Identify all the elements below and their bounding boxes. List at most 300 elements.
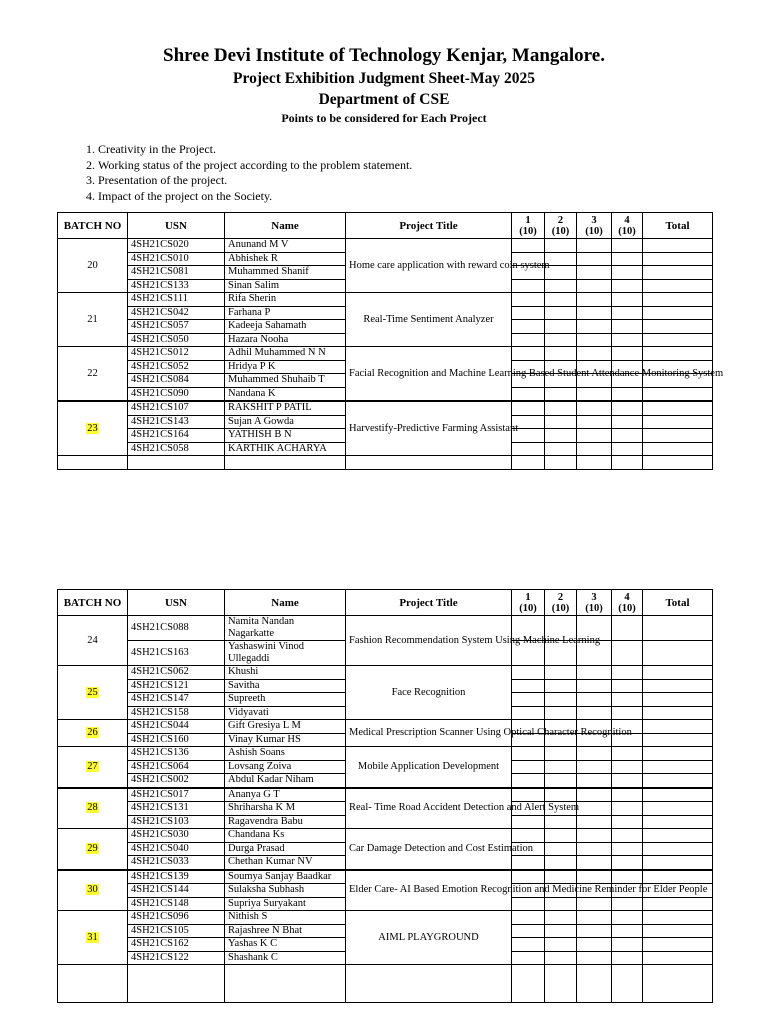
table-2-body [58,616,713,1003]
score-cell-1 [512,293,545,307]
name-cell: Soumya Sanjay Baadkar [225,870,346,884]
total-cell [643,760,713,774]
col-num: 4 [624,591,630,603]
blank-cell [58,456,128,470]
blank-cell [346,456,512,470]
total-cell [643,279,713,293]
score-cell-3 [577,924,612,938]
col-num: 3 [591,591,597,603]
score-cell-3 [577,293,612,307]
name-cell: Kadeeja Sahamath [225,320,346,334]
project-title-cell: Facial Recognition and Machine Learning Based Student Attendance Monitoring System [346,347,512,402]
usn-cell: 4SH21CS064 [128,760,225,774]
blank-cell [643,965,713,1003]
col-criterion-2 [545,590,577,616]
total-cell [643,870,713,884]
judgment-table-1 [57,212,724,470]
score-cell-3 [577,666,612,680]
name-cell: Shashank C [225,951,346,965]
col-max: (10) [551,225,570,237]
batch-number: 22 [87,367,98,379]
score-cell-1 [512,951,545,965]
criteria-item: 4. Impact of the project on the Society. [98,189,412,205]
score-cell-4 [612,774,643,788]
score-cell-3 [577,706,612,720]
score-cell-2 [545,333,577,347]
usn-cell: 4SH21CS042 [128,306,225,320]
name-cell: Muhammed Shanif [225,266,346,280]
score-cell-4 [612,802,643,816]
name-cell: Ragavendra Babu [225,815,346,829]
name-cell: Rajashree N Bhat [225,924,346,938]
name-cell: Supreeth [225,693,346,707]
score-cell-1 [512,320,545,334]
score-cell-4 [612,666,643,680]
score-cell-1 [512,856,545,870]
judgment-table-2 [57,589,713,1003]
col-batch: BATCH NO [58,590,128,616]
score-cell-4 [612,442,643,456]
score-cell-4 [612,788,643,802]
table-row [58,829,713,843]
score-cell-2 [545,415,577,429]
score-cell-1 [512,897,545,911]
col-criterion-1 [512,590,545,616]
score-cell-3 [577,347,612,361]
usn-cell: 4SH21CS163 [128,641,225,666]
total-cell [643,842,713,856]
name-cell: Farhana P [225,306,346,320]
score-cell-2 [545,429,577,443]
total-cell [643,616,713,641]
score-cell-1 [512,442,545,456]
score-cell-3 [577,802,612,816]
score-cell-3 [577,387,612,401]
col-num: 1 [525,214,531,226]
score-cell-4 [612,616,643,641]
total-cell [643,788,713,802]
blank-cell [577,456,612,470]
batch-cell [58,720,128,747]
blank-cell [225,456,346,470]
blank-cell [545,965,577,1003]
table-row [58,239,713,253]
blank-cell [128,456,225,470]
total-cell [643,856,713,870]
project-title-cell: Medical Prescription Scanner Using Optical Character Recognition [346,720,512,747]
score-cell-3 [577,429,612,443]
score-cell-4 [612,320,643,334]
total-cell [643,387,713,401]
name-cell: Sujan A Gowda [225,415,346,429]
score-cell-1 [512,938,545,952]
score-cell-3 [577,897,612,911]
table-row [58,293,713,307]
usn-cell: 4SH21CS131 [128,802,225,816]
criteria-item: 2. Working status of the project according to the problem statement. [98,158,412,174]
name-cell: Hazara Nooha [225,333,346,347]
col-max: (10) [618,602,636,614]
table-row [58,911,713,925]
name-cell: YATHISH B N [225,429,346,443]
score-cell-2 [545,911,577,925]
name-cell: RAKSHIT P PATIL [225,401,346,415]
project-title-cell: Real-Time Sentiment Analyzer [346,293,512,347]
batch-cell [58,347,128,402]
col-num: 3 [591,214,597,226]
col-num: 1 [525,591,531,603]
score-cell-4 [612,747,643,761]
score-cell-3 [577,829,612,843]
batch-number: 21 [87,313,98,325]
project-title-cell: Car Damage Detection and Cost Estimation [346,829,512,870]
blank-cell [643,456,713,470]
usn-cell: 4SH21CS058 [128,442,225,456]
usn-cell: 4SH21CS160 [128,733,225,747]
total-cell [643,774,713,788]
total-cell [643,666,713,680]
total-cell [643,693,713,707]
total-cell [643,442,713,456]
col-max: (10) [585,602,603,614]
score-cell-2 [545,774,577,788]
name-cell: Hridya P K [225,360,346,374]
score-cell-4 [612,693,643,707]
score-cell-2 [545,924,577,938]
score-cell-2 [545,897,577,911]
usn-cell: 4SH21CS121 [128,679,225,693]
blank-cell [612,965,643,1003]
name-cell: Nandana K [225,387,346,401]
usn-cell: 4SH21CS057 [128,320,225,334]
name-cell: Nithish S [225,911,346,925]
score-cell-1 [512,347,545,361]
usn-cell: 4SH21CS103 [128,815,225,829]
score-cell-2 [545,293,577,307]
project-title-cell: Fashion Recommendation System Using Machine Learning [346,616,512,666]
total-cell [643,429,713,443]
sheet-title: Project Exhibition Judgment Sheet-May 2025 [233,70,535,87]
batch-number: 29 [87,842,98,854]
batch-number: 26 [87,727,98,738]
batch-cell [58,788,128,829]
blank-cell [512,965,545,1003]
name-cell: Yashas K C [225,938,346,952]
total-cell [643,951,713,965]
batch-cell [58,239,128,293]
score-cell-1 [512,706,545,720]
score-cell-2 [545,679,577,693]
total-cell [643,815,713,829]
blank-cell [225,965,346,1003]
batch-cell [58,293,128,347]
col-name: Name [225,590,346,616]
usn-cell: 4SH21CS105 [128,924,225,938]
score-cell-2 [545,788,577,802]
usn-cell: 4SH21CS162 [128,938,225,952]
col-title: Project Title [346,213,512,239]
blank-cell [577,965,612,1003]
score-cell-4 [612,911,643,925]
score-cell-4 [612,266,643,280]
score-cell-4 [612,829,643,843]
institute-name: Shree Devi Institute of Technology Kenjar, Mangalore. [163,45,605,66]
score-cell-2 [545,815,577,829]
usn-cell: 4SH21CS144 [128,884,225,898]
score-cell-1 [512,870,545,884]
score-cell-3 [577,279,612,293]
usn-cell: 4SH21CS107 [128,401,225,415]
score-cell-3 [577,856,612,870]
batch-number: 24 [87,634,98,646]
blank-cell [58,965,128,1003]
table-row [58,666,713,680]
total-cell [643,747,713,761]
usn-cell: 4SH21CS044 [128,720,225,734]
table-header-row [58,590,713,616]
usn-cell: 4SH21CS090 [128,387,225,401]
score-cell-3 [577,815,612,829]
table-header-row [58,213,713,239]
score-cell-4 [612,897,643,911]
name-cell: Supriya Suryakant [225,897,346,911]
score-cell-4 [612,415,643,429]
batch-number: 23 [87,422,98,434]
score-cell-3 [577,239,612,253]
score-cell-3 [577,760,612,774]
name-cell: Abdul Kadar Niham [225,774,346,788]
score-cell-4 [612,856,643,870]
score-cell-1 [512,679,545,693]
project-title-cell: Elder Care- AI Based Emotion Recognition and Medicine Reminder for Elder People [346,870,512,911]
project-title-cell: Mobile Application Development [346,747,512,788]
blank-cell [512,456,545,470]
score-cell-4 [612,938,643,952]
score-cell-3 [577,679,612,693]
score-cell-4 [612,293,643,307]
score-cell-1 [512,333,545,347]
batch-number: 31 [87,931,98,943]
usn-cell: 4SH21CS088 [128,616,225,641]
col-criterion-4 [612,590,643,616]
total-cell [643,829,713,843]
usn-cell: 4SH21CS133 [128,279,225,293]
score-cell-4 [612,870,643,884]
col-total: Total [643,213,713,239]
total-cell [643,897,713,911]
score-cell-2 [545,320,577,334]
name-cell: Adhil Muhammed N N [225,347,346,361]
col-criterion-3 [577,590,612,616]
criteria-item: 3. Presentation of the project. [98,173,412,189]
batch-cell [58,911,128,965]
table-row [58,616,713,641]
score-cell-4 [612,760,643,774]
score-cell-4 [612,306,643,320]
score-cell-4 [612,401,643,415]
batch-cell [58,401,128,456]
score-cell-4 [612,924,643,938]
score-cell-1 [512,788,545,802]
name-cell: Sulaksha Subhash [225,884,346,898]
score-cell-1 [512,279,545,293]
usn-cell: 4SH21CS111 [128,293,225,307]
total-cell [643,733,713,747]
score-cell-4 [612,951,643,965]
col-max: (10) [618,225,636,237]
total-cell [643,802,713,816]
score-cell-3 [577,951,612,965]
usn-cell: 4SH21CS164 [128,429,225,443]
total-cell [643,306,713,320]
col-max: (10) [519,602,537,614]
usn-cell: 4SH21CS122 [128,951,225,965]
usn-cell: 4SH21CS139 [128,870,225,884]
usn-cell: 4SH21CS020 [128,239,225,253]
blank-row [58,965,713,1003]
score-cell-1 [512,815,545,829]
name-cell: Ashish Soans [225,747,346,761]
score-cell-2 [545,760,577,774]
score-cell-3 [577,415,612,429]
usn-cell: 4SH21CS040 [128,842,225,856]
score-cell-4 [612,429,643,443]
score-cell-3 [577,401,612,415]
score-cell-4 [612,387,643,401]
name-cell: Vinay Kumar HS [225,733,346,747]
col-usn: USN [128,590,225,616]
blank-cell [545,456,577,470]
score-cell-1 [512,401,545,415]
criteria-item: 1. Creativity in the Project. [98,142,412,158]
score-cell-4 [612,679,643,693]
batch-cell [58,616,128,666]
usn-cell: 4SH21CS017 [128,788,225,802]
score-cell-1 [512,387,545,401]
score-cell-1 [512,924,545,938]
score-cell-3 [577,747,612,761]
batch-cell [58,829,128,870]
score-cell-1 [512,666,545,680]
score-cell-1 [512,774,545,788]
score-cell-3 [577,693,612,707]
name-cell: Muhammed Shuhaib T [225,374,346,388]
score-cell-2 [545,347,577,361]
blank-cell [128,965,225,1003]
project-title-cell: Face Recognition [346,666,512,720]
usn-cell: 4SH21CS052 [128,360,225,374]
score-cell-4 [612,815,643,829]
col-max: (10) [585,225,603,237]
name-cell: Chandana Ks [225,829,346,843]
score-cell-2 [545,870,577,884]
project-title-cell: AIML PLAYGROUND [346,911,512,965]
score-cell-1 [512,760,545,774]
blank-row [58,456,713,470]
score-cell-2 [545,279,577,293]
name-cell: Abhishek R [225,252,346,266]
col-batch: BATCH NO [58,213,128,239]
score-cell-2 [545,856,577,870]
score-cell-3 [577,320,612,334]
score-cell-3 [577,333,612,347]
usn-cell: 4SH21CS002 [128,774,225,788]
total-cell [643,924,713,938]
score-cell-2 [545,666,577,680]
score-cell-2 [545,938,577,952]
batch-cell [58,666,128,720]
total-cell [643,720,713,734]
score-cell-1 [512,747,545,761]
col-total: Total [643,590,713,616]
col-max: (10) [551,602,570,614]
score-cell-3 [577,266,612,280]
total-cell [643,706,713,720]
total-cell [643,320,713,334]
score-cell-1 [512,829,545,843]
usn-cell: 4SH21CS012 [128,347,225,361]
score-cell-4 [612,252,643,266]
score-cell-4 [612,641,643,666]
score-cell-2 [545,387,577,401]
table-row [58,788,713,802]
batch-number: 28 [87,802,98,814]
name-cell: Chethan Kumar NV [225,856,346,870]
table-row [58,870,713,884]
score-cell-4 [612,706,643,720]
name-cell: Gift Gresiya L M [225,720,346,734]
usn-cell: 4SH21CS147 [128,693,225,707]
batch-number: 20 [87,259,98,271]
table-1-body [58,239,724,470]
total-cell [643,415,713,429]
name-cell: Savitha [225,679,346,693]
score-cell-3 [577,442,612,456]
project-title-cell: Harvestify-Predictive Farming Assistant [346,401,512,456]
department-name: Department of CSE [318,91,450,108]
total-cell [643,333,713,347]
usn-cell: 4SH21CS033 [128,856,225,870]
total-cell [643,938,713,952]
col-max: (10) [519,225,537,237]
usn-cell: 4SH21CS062 [128,666,225,680]
total-cell [643,401,713,415]
name-cell: Sinan Salim [225,279,346,293]
score-cell-3 [577,870,612,884]
score-cell-4 [612,347,643,361]
name-cell: Rifa Sherin [225,293,346,307]
score-cell-2 [545,401,577,415]
blank-cell [612,456,643,470]
col-criterion-4 [612,213,643,239]
score-cell-2 [545,747,577,761]
score-cell-2 [545,706,577,720]
score-cell-3 [577,911,612,925]
score-cell-2 [545,951,577,965]
score-cell-2 [545,442,577,456]
score-cell-4 [612,279,643,293]
total-cell [643,911,713,925]
usn-cell: 4SH21CS143 [128,415,225,429]
usn-cell: 4SH21CS148 [128,897,225,911]
batch-number: 25 [87,686,98,698]
score-cell-3 [577,252,612,266]
total-cell [643,679,713,693]
col-num: 4 [624,214,630,226]
usn-cell: 4SH21CS081 [128,266,225,280]
total-cell [643,239,713,253]
total-cell [643,293,713,307]
